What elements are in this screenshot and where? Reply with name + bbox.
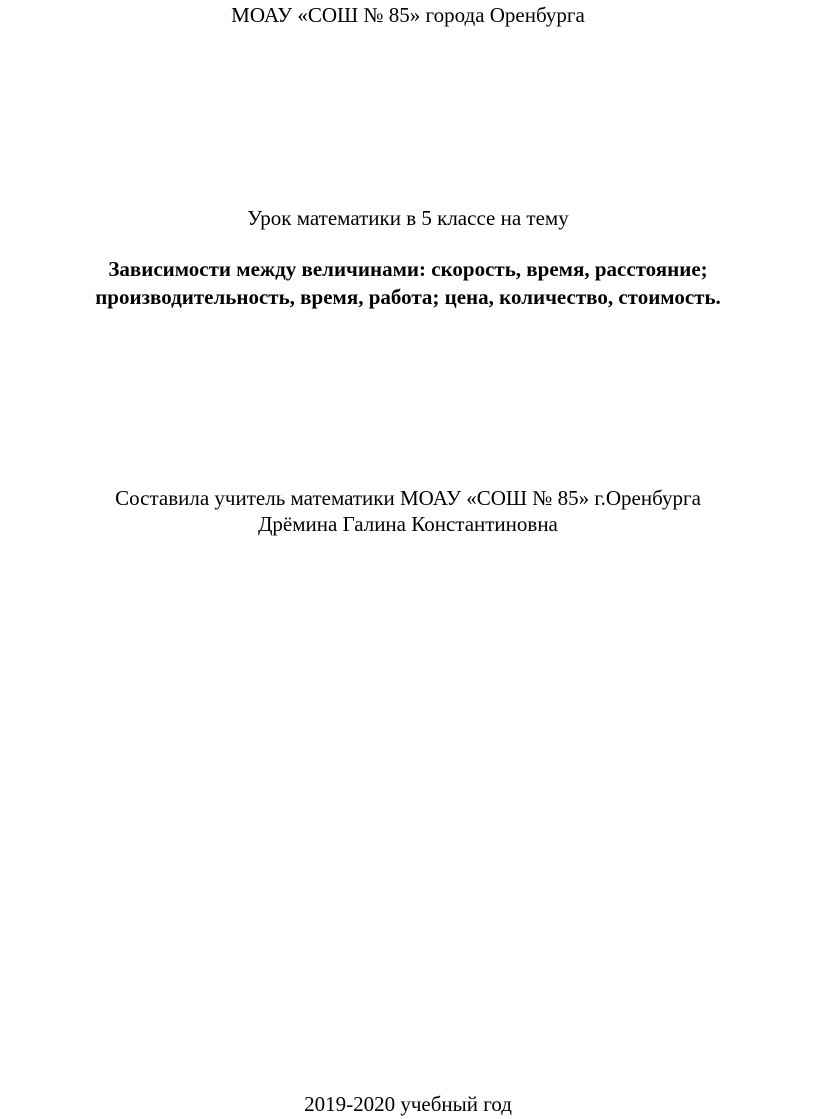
school-year: 2019-2020 учебный год	[304, 1092, 512, 1116]
lesson-topic-line: Зависимости между величинами: скорость, время, расстояние;	[108, 257, 708, 281]
author-name: Дрёмина Галина Константиновна	[258, 512, 558, 536]
lesson-topic-line: производительность, время, работа; цена, количество, стоимость.	[95, 285, 721, 309]
school-header: МОАУ «СОШ № 85» города Оренбурга	[231, 3, 585, 27]
author-credit-line: Составила учитель математики МОАУ «СОШ № 85» г.Оренбурга	[115, 486, 701, 510]
lesson-subtitle: Урок математики в 5 классе на тему	[247, 206, 569, 230]
